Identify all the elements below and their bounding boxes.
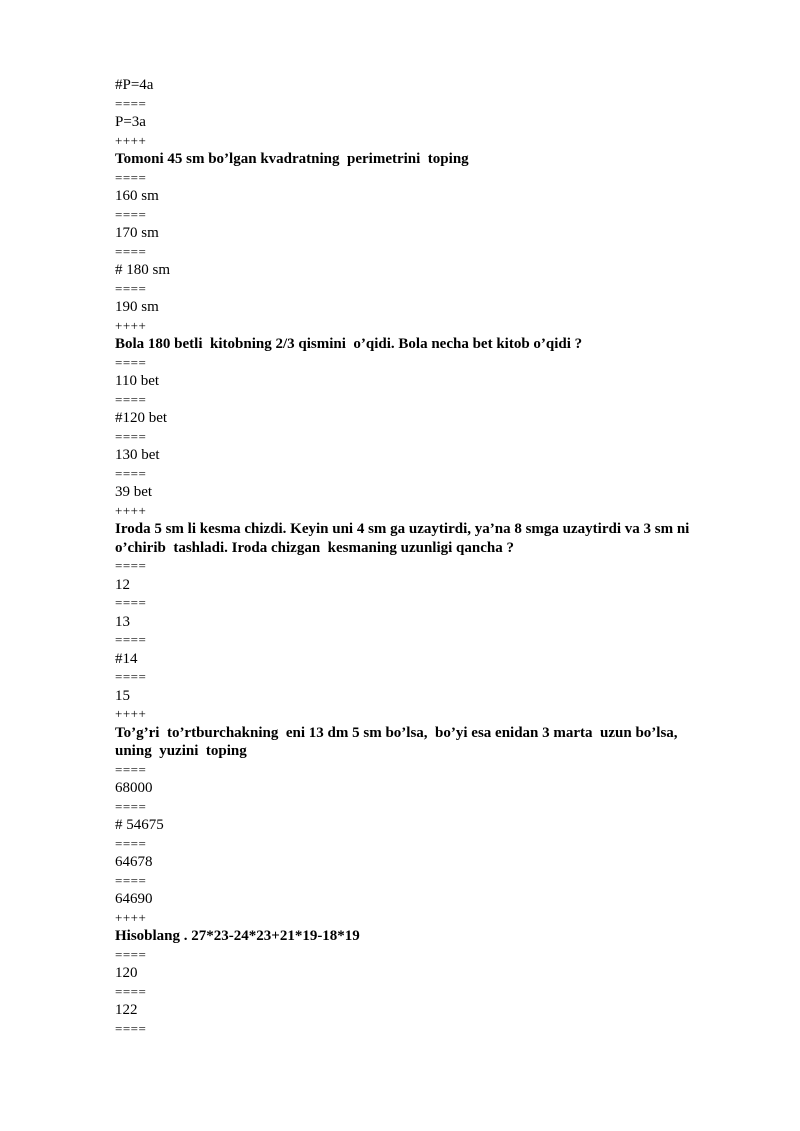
answer-option: 160 sm xyxy=(115,188,159,204)
separator-line: ==== xyxy=(115,946,147,962)
separator-line: ==== xyxy=(115,872,147,888)
answer-option: #14 xyxy=(115,650,138,667)
answer-option: 110 bet xyxy=(115,373,160,389)
answer-option: #120 bet xyxy=(115,410,168,426)
separator-line: ==== xyxy=(115,465,147,481)
question-text: To’g’ri to’rtburchakning eni 13 dm 5 sm bo’lsa, bo’yi esa enidan 3 marta uzun bo’lsa, xyxy=(115,724,678,741)
answer-option: # 180 sm xyxy=(115,262,171,278)
separator-line: ==== xyxy=(115,280,147,296)
answer-option: 39 bet xyxy=(115,484,153,500)
separator-line: ==== xyxy=(115,95,147,111)
separator-line: ==== xyxy=(115,354,147,370)
question-text: Hisoblang . 27*23-24*23+21*19-18*19 xyxy=(115,928,360,944)
answer-option: 120 xyxy=(115,965,138,981)
question-text: Bola 180 betli kitobning 2/3 qismini o’qidi. Bola necha bet kitob o’qidi ? xyxy=(115,336,583,352)
answer-option: #P=4a xyxy=(115,77,154,93)
separator-line: ==== xyxy=(115,983,147,999)
separator-line: ==== xyxy=(115,169,147,185)
answer-option: 122 xyxy=(115,1002,138,1018)
answer-option: 13 xyxy=(115,613,130,630)
separator-line: ==== xyxy=(115,206,147,222)
separator-line: ==== xyxy=(115,1020,147,1036)
separator-line: ++++ xyxy=(115,317,147,333)
separator-line: ++++ xyxy=(115,706,147,721)
answer-option: 130 bet xyxy=(115,447,160,463)
question-text: o’chirib tashladi. Iroda chizgan kesmaning uzunligi qancha ? xyxy=(115,539,514,556)
separator-line: ==== xyxy=(115,391,147,407)
answer-option: 64678 xyxy=(115,854,153,870)
separator-line: ++++ xyxy=(115,132,147,148)
question-text: uning yuzini toping xyxy=(115,743,247,759)
answer-option: 12 xyxy=(115,576,130,593)
separator-line: ==== xyxy=(115,761,147,777)
separator-line: ==== xyxy=(115,632,147,647)
answer-option: 68000 xyxy=(115,780,153,796)
separator-line: ==== xyxy=(115,428,147,444)
document-page xyxy=(115,76,755,1038)
separator-line: ==== xyxy=(115,835,147,851)
question-text: Iroda 5 sm li kesma chizdi. Keyin uni 4 sm ga uzaytirdi, ya’na 8 smga uzaytirdi va 3 sm ni xyxy=(115,521,690,537)
answer-option: P=3a xyxy=(115,114,146,130)
answer-option: # 54675 xyxy=(115,817,164,833)
answer-option: 15 xyxy=(115,687,130,704)
answer-option: 190 sm xyxy=(115,299,159,315)
separator-line: ==== xyxy=(115,798,147,814)
separator-line: ++++ xyxy=(115,502,147,518)
answer-option: 170 sm xyxy=(115,225,159,241)
separator-line: ==== xyxy=(115,243,147,259)
answer-option: 64690 xyxy=(115,891,153,907)
separator-line: ==== xyxy=(115,595,147,610)
question-text: Tomoni 45 sm bo’lgan kvadratning perimetrini toping xyxy=(115,151,469,167)
separator-line: ==== xyxy=(115,558,147,573)
separator-line: ++++ xyxy=(115,909,147,925)
separator-line: ==== xyxy=(115,669,147,684)
